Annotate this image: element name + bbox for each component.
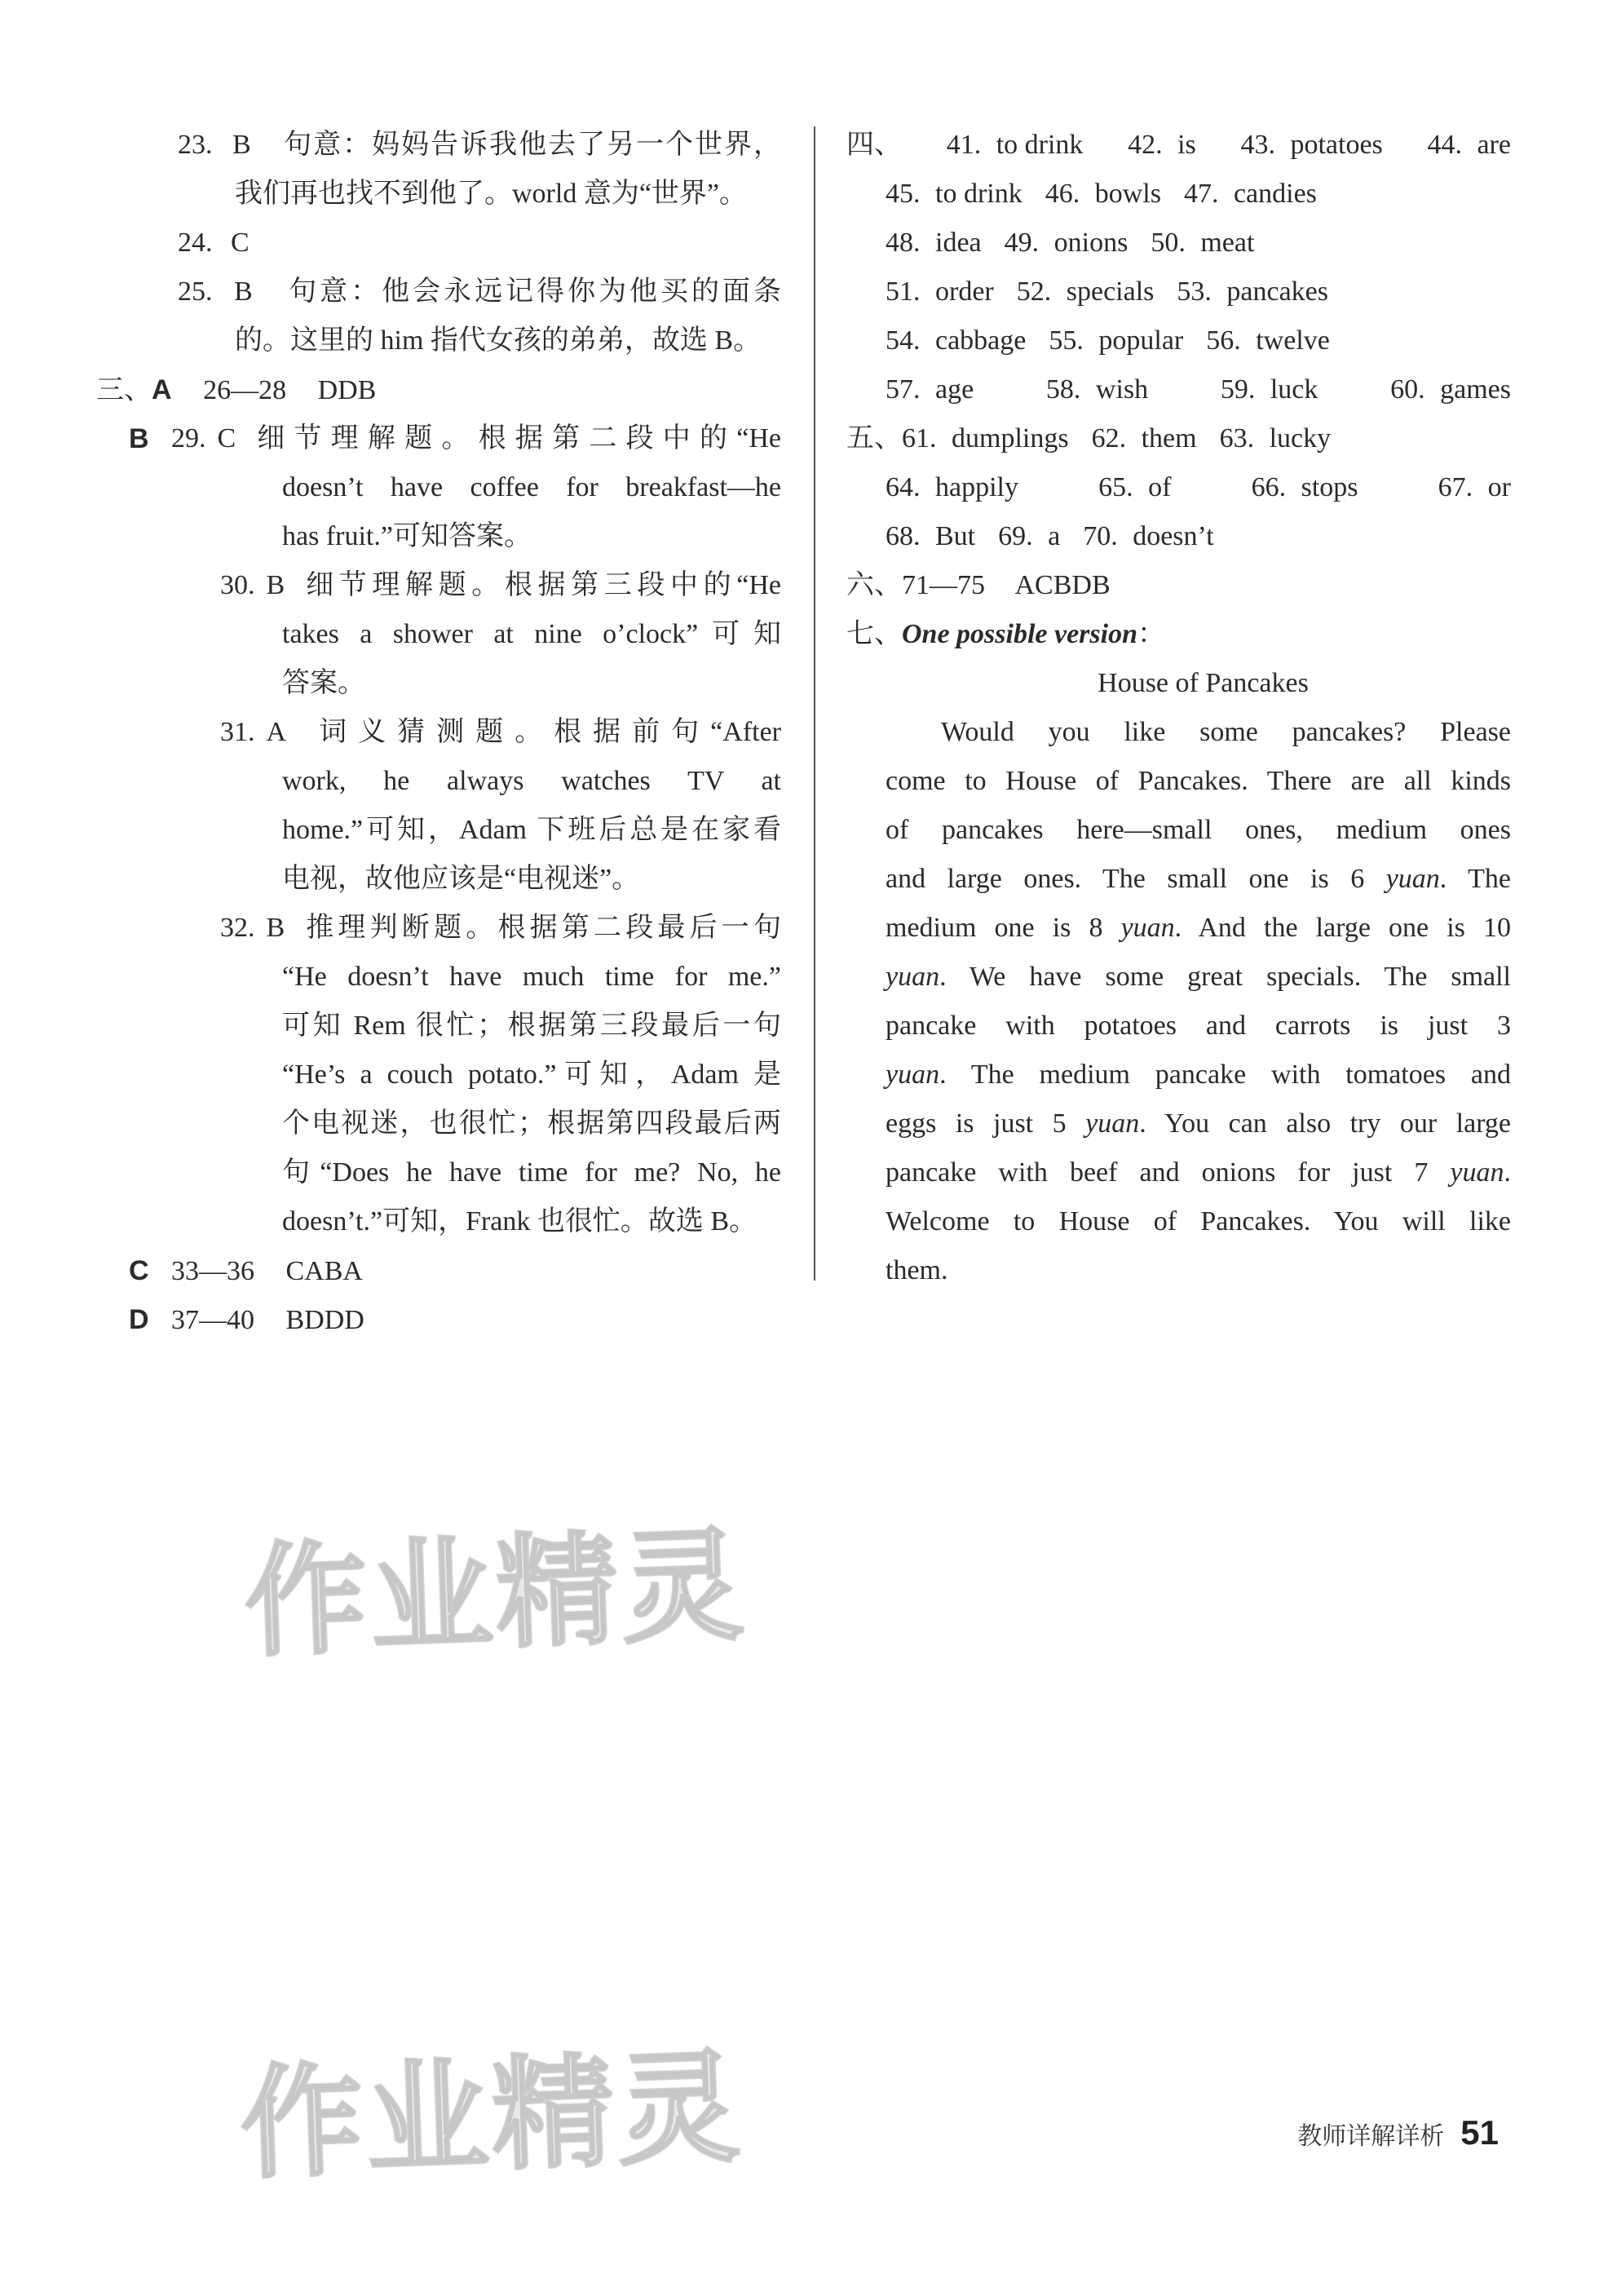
section-d-range: 37—40 — [171, 1305, 254, 1335]
section4-item — [886, 219, 982, 268]
essay-line: yuan. The medium pancake with tomatoes and — [886, 1060, 1511, 1090]
item-answer: age — [928, 374, 974, 405]
item-number: 57. — [886, 374, 921, 405]
page-number: 51 — [1460, 2113, 1499, 2152]
item-answer: is — [1170, 130, 1196, 160]
section4-row — [846, 170, 1511, 219]
item-number: 46. — [1045, 179, 1080, 209]
q32-text-2: “He doesn’t have much time for me.” — [282, 962, 781, 992]
essay-line: yuan. We have some great specials. The small — [886, 962, 1511, 992]
q32-text-7: doesn’t.”可知，Frank 也很忙。故选 B。 — [282, 1206, 757, 1236]
item-answer: twelve — [1248, 325, 1330, 356]
section4-item — [1221, 365, 1318, 414]
q32-text-6: 句“Does he have time for me? No, he — [282, 1157, 781, 1188]
section6-range: 71—75 — [902, 570, 985, 600]
section7-heading: One possible version — [902, 619, 1137, 649]
item-answer: meat — [1193, 228, 1255, 258]
q25-line1 — [129, 268, 781, 316]
item-answer: potatoes — [1283, 130, 1383, 160]
section4-item — [1005, 219, 1129, 268]
q24-line — [129, 219, 781, 268]
section4-item — [1017, 268, 1155, 316]
section4-item — [1049, 316, 1183, 365]
essay-line: of pancakes here—small ones, medium ones — [886, 815, 1511, 845]
q30-text-2: takes a shower at nine o’clock”可知 — [282, 619, 781, 649]
q32-answer: B — [266, 913, 285, 943]
section-c-answers: CABA — [285, 1256, 363, 1286]
item-answer: pancakes — [1219, 276, 1328, 307]
footer-label: 教师详解详析 — [1297, 2123, 1445, 2150]
q23-explanation-2: 我们再也找不到他了。world 意为“世界”。 — [235, 179, 748, 209]
section4-item — [886, 365, 974, 414]
item-answer: are — [1469, 130, 1511, 160]
item-answer: popular — [1091, 325, 1184, 356]
essay-line: come to House of Pancakes. There are all kinds — [886, 766, 1511, 796]
q24-number: 24. — [178, 228, 213, 258]
section3-a-line — [96, 365, 781, 414]
item-number: 60. — [1390, 374, 1425, 405]
section3-a-range: 26—28 — [203, 375, 287, 405]
section3-a-tag: A — [152, 374, 172, 405]
item-number: 51. — [886, 276, 921, 307]
q29-answer: C — [217, 423, 236, 453]
section4-item — [1184, 170, 1317, 219]
q32-number: 32. — [220, 913, 255, 943]
q31-text-1: 词义猜测题。根据前句“After — [319, 717, 781, 747]
item-number: 53. — [1177, 276, 1212, 307]
section3-label: 三、 — [96, 375, 152, 405]
section4-item — [1427, 121, 1511, 170]
section5-item — [902, 414, 1069, 463]
page-footer — [1297, 2108, 1499, 2161]
q32-text-3: 可知 Rem 很忙；根据第三段最后一句 — [282, 1011, 781, 1041]
item-answer: lucky — [1262, 423, 1332, 453]
q29-text-2: doesn’t have coffee for breakfast—he — [282, 472, 781, 502]
q23-line1 — [129, 121, 781, 170]
section5-item — [1220, 414, 1332, 463]
q30-answer: B — [266, 570, 285, 600]
item-number: 50. — [1151, 228, 1186, 258]
section5-item — [1092, 414, 1197, 463]
item-answer: luck — [1263, 374, 1318, 405]
section4-item — [886, 268, 994, 316]
item-number: 52. — [1016, 276, 1052, 307]
section-d-answers: BDDD — [285, 1305, 364, 1335]
section4-item — [886, 316, 1026, 365]
section6-answers: ACBDB — [1014, 570, 1111, 600]
q25-line2 — [129, 316, 781, 365]
item-number: 48. — [886, 228, 921, 258]
item-answer: dumplings — [944, 423, 1069, 453]
section5-item — [1438, 463, 1511, 512]
item-answer: to drink — [989, 130, 1084, 160]
q25-explanation-1: 句意：他会永远记得你为他买的面条 — [285, 276, 782, 307]
item-answer: bowls — [1088, 179, 1161, 209]
essay-line: medium one is 8 yuan. And the large one is 10 — [886, 913, 1512, 943]
item-number: 42. — [1128, 130, 1163, 160]
item-number: 55. — [1049, 325, 1084, 356]
section6-line — [846, 561, 1511, 610]
item-answer: of — [1141, 472, 1172, 502]
item-answer: But — [928, 521, 976, 551]
item-number: 47. — [1183, 179, 1219, 209]
item-number: 58. — [1045, 374, 1081, 405]
q23-line2 — [129, 170, 781, 219]
section4-label: 四、 — [846, 130, 902, 160]
q30-text-1: 细节理解题。根据第三段中的“He — [306, 570, 781, 600]
q32-text-1: 推理判断题。根据第二段最后一句 — [306, 913, 781, 943]
item-number: 44. — [1427, 130, 1462, 160]
q25-answer: B — [234, 276, 253, 307]
item-answer: wish — [1089, 374, 1149, 405]
section5-row — [846, 463, 1511, 512]
section4-row — [846, 316, 1511, 365]
item-answer: order — [928, 276, 994, 307]
section7-colon: ： — [1137, 619, 1165, 649]
item-number: 63. — [1219, 423, 1255, 453]
q30-line1 — [129, 561, 781, 610]
section5-item — [1098, 463, 1171, 512]
item-number: 56. — [1206, 325, 1241, 356]
item-number: 68. — [886, 521, 921, 551]
q29-number: 29. — [171, 423, 206, 453]
item-number: 62. — [1091, 423, 1127, 453]
section4-item — [1151, 219, 1254, 268]
item-answer: games — [1433, 374, 1511, 405]
q31-line1 — [129, 708, 781, 757]
item-answer: happily — [928, 472, 1018, 502]
section4-item — [1390, 365, 1511, 414]
q32-text-4: “He’s a couch potato.”可知，Adam 是 — [282, 1060, 781, 1090]
q25-explanation-2: 的。这里的 him 指代女孩的弟弟，故选 B。 — [235, 325, 762, 356]
section5-row — [846, 512, 1511, 561]
item-number: 67. — [1438, 472, 1473, 502]
section5-item — [886, 512, 975, 561]
item-number: 61. — [902, 423, 937, 453]
section4-item — [1045, 170, 1161, 219]
essay-line: Welcome to House of Pancakes. You will like — [886, 1206, 1511, 1236]
section4-item — [1240, 121, 1382, 170]
q23-explanation-1: 句意：妈妈告诉我他去了另一个世界， — [282, 130, 782, 160]
item-number: 59. — [1220, 374, 1256, 405]
section4-answers — [846, 121, 1511, 414]
section5-answers — [846, 414, 1511, 561]
section4-item — [947, 121, 1084, 170]
column-divider — [814, 126, 815, 1281]
q29-text-1: 细节理解题。根据第二段中的“He — [257, 423, 781, 453]
section7-label: 七、 — [846, 619, 902, 649]
essay-title: House of Pancakes — [1098, 668, 1309, 698]
section6-label: 六、 — [846, 570, 902, 600]
section3-b-tag: B — [129, 423, 149, 454]
q31-text-4: 电视，故他应该是“电视迷”。 — [282, 864, 640, 894]
essay-line: pancake with potatoes and carrots is just 3 — [886, 1011, 1511, 1041]
section-d-line — [129, 1295, 781, 1344]
item-answer: cabbage — [928, 325, 1027, 356]
q31-answer: A — [266, 717, 287, 747]
essay-body — [846, 708, 1511, 1295]
item-number: 49. — [1004, 228, 1040, 258]
item-answer: doesn’t — [1125, 521, 1214, 551]
section-c-range: 33—36 — [171, 1256, 254, 1286]
section5-row — [846, 414, 1511, 463]
watermark: 作业精灵 — [242, 1515, 749, 1674]
item-number: 66. — [1251, 472, 1287, 502]
item-number: 64. — [886, 472, 921, 502]
section4-item — [1206, 316, 1330, 365]
q31-text-3: home.”可知，Adam 下班后总是在家看 — [282, 815, 781, 845]
q32-text-5: 个电视迷，也很忙；根据第四段最后两 — [282, 1108, 781, 1139]
q30-number: 30. — [220, 570, 255, 600]
essay-line: pancake with beef and onions for just 7 yuan. — [886, 1157, 1511, 1188]
q23-number: 23. — [178, 130, 213, 160]
essay-line: and large ones. The small one is 6 yuan. The — [886, 864, 1511, 894]
section3-a-answers: DDB — [317, 375, 377, 405]
section5-label: 五、 — [846, 423, 902, 453]
section5-item — [998, 512, 1060, 561]
q29-line1 — [129, 414, 781, 463]
section-c-line — [129, 1246, 781, 1295]
q24-answer: C — [231, 228, 250, 258]
essay-line: them. — [886, 1255, 948, 1285]
section4-item — [1128, 121, 1196, 170]
item-number: 69. — [998, 521, 1033, 551]
q31-text-2: work, he always watches TV at — [282, 766, 781, 796]
section5-item — [1252, 463, 1358, 512]
item-answer: idea — [928, 228, 982, 258]
q31-number: 31. — [220, 717, 255, 747]
item-answer: onions — [1047, 228, 1129, 258]
section7-line — [846, 610, 1511, 659]
left-column — [96, 121, 782, 1344]
item-number: 70. — [1083, 521, 1118, 551]
item-answer: to drink — [928, 179, 1023, 209]
q29-text-3: has fruit.”可知答案。 — [282, 521, 532, 551]
section4-item — [1046, 365, 1148, 414]
essay-line: Would you like some pancakes? Please — [941, 717, 1511, 747]
item-number: 43. — [1240, 130, 1275, 160]
item-answer: candies — [1226, 179, 1317, 209]
section5-item — [1083, 512, 1213, 561]
right-column — [846, 121, 1511, 1295]
section4-row — [846, 121, 1511, 170]
item-number: 41. — [946, 130, 982, 160]
item-answer: specials — [1059, 276, 1155, 307]
item-answer: them — [1134, 423, 1197, 453]
item-number: 45. — [886, 179, 921, 209]
section-d-tag: D — [129, 1304, 149, 1335]
section-c-tag: C — [129, 1255, 149, 1286]
q32-line1 — [129, 904, 781, 953]
item-answer: or — [1481, 472, 1511, 502]
section4-row — [846, 268, 1511, 316]
watermark: 作业精灵 — [238, 2037, 745, 2196]
section4-row — [846, 365, 1511, 414]
item-number: 65. — [1098, 472, 1133, 502]
section4-row — [846, 219, 1511, 268]
item-number: 54. — [886, 325, 921, 356]
section5-item — [886, 463, 1018, 512]
q30-text-3: 答案。 — [282, 668, 365, 698]
q25-number: 25. — [178, 276, 213, 307]
q23-answer: B — [232, 130, 251, 160]
item-answer: stops — [1294, 472, 1358, 502]
section4-item — [886, 170, 1023, 219]
essay-line: eggs is just 5 yuan. You can also try our large — [886, 1108, 1512, 1139]
section4-item — [1177, 268, 1328, 316]
item-answer: a — [1040, 521, 1061, 551]
